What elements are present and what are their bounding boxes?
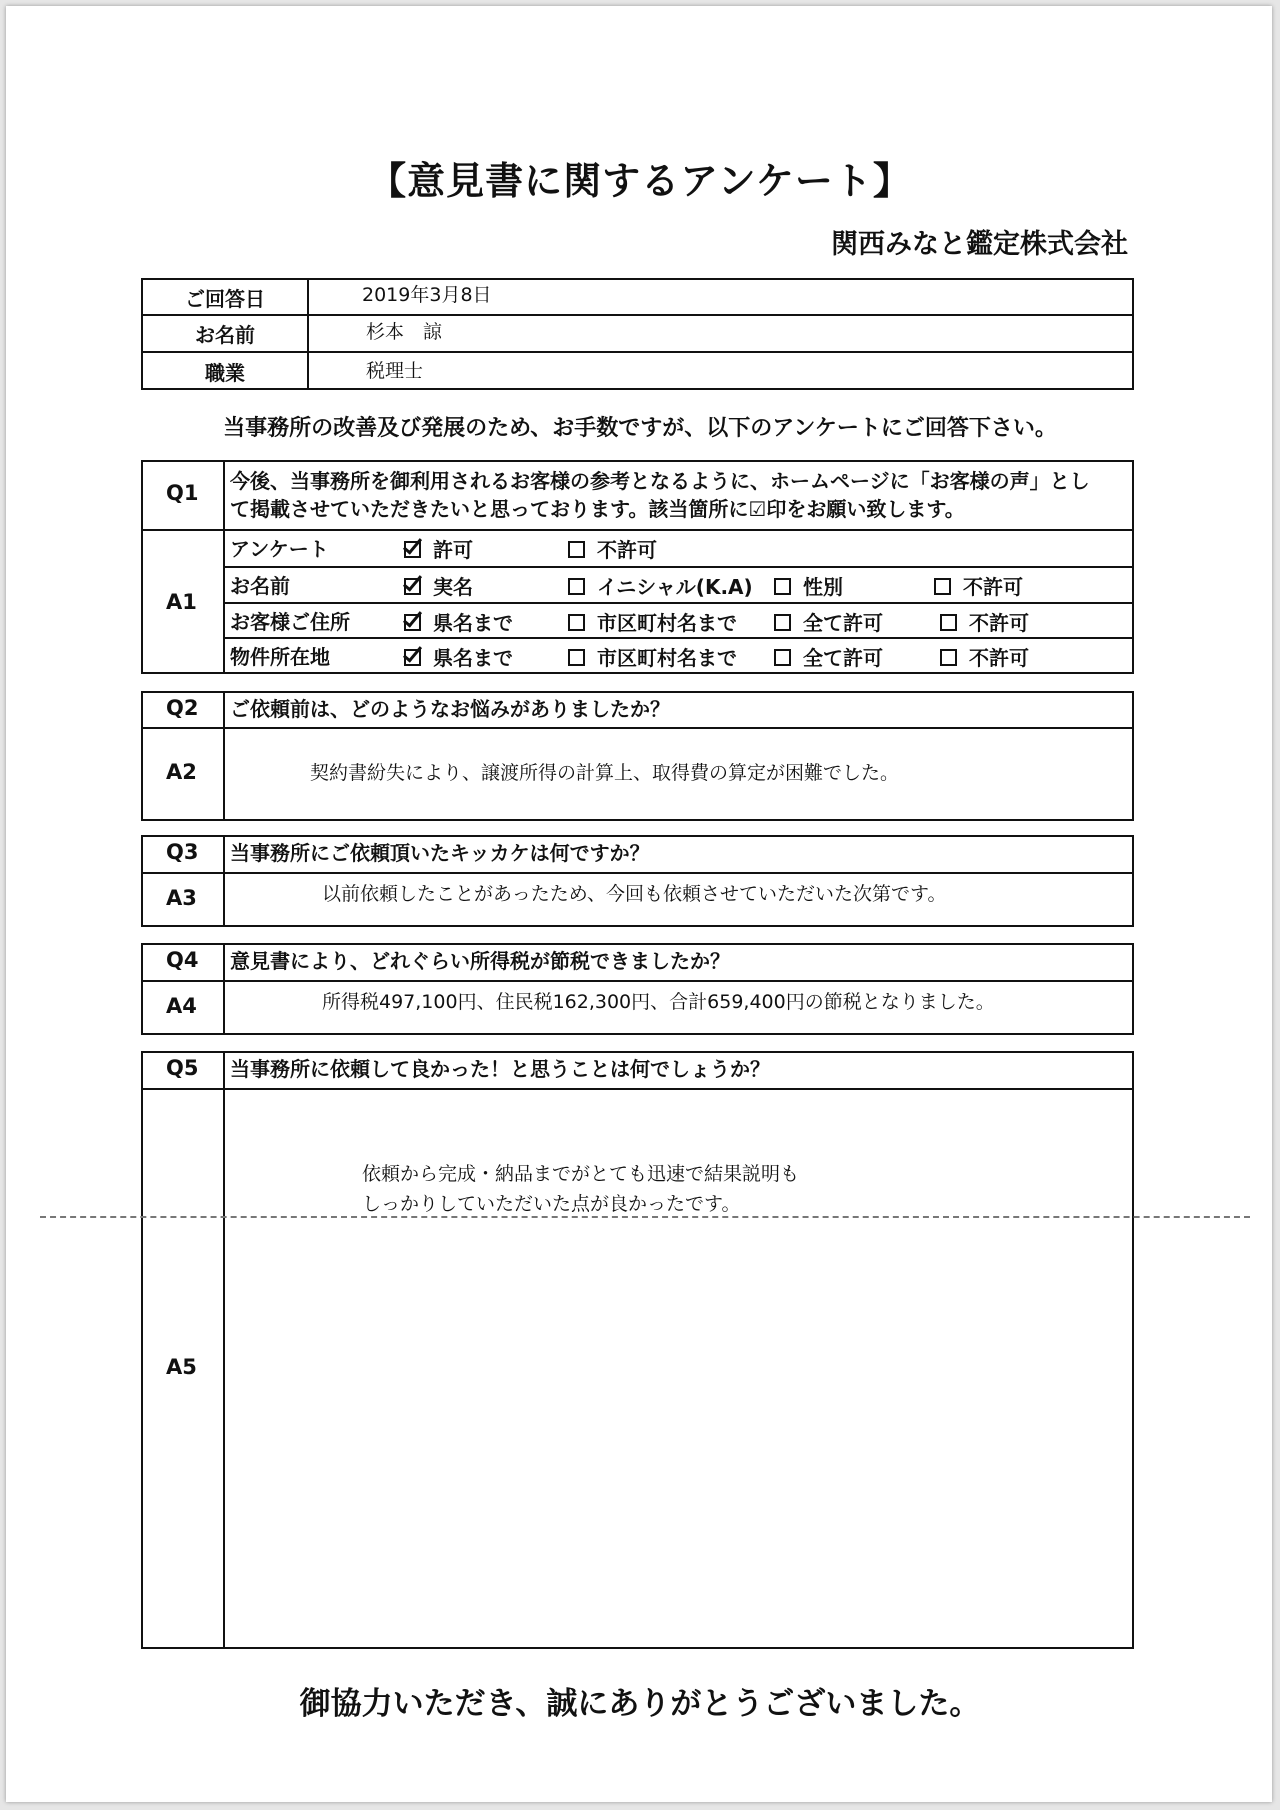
- q2-rule: [141, 727, 1134, 729]
- a4-text: 所得税497,100円、住民税162,300円、合計659,400円の節税となりました。: [322, 991, 995, 1013]
- checkbox-checked-icon[interactable]: [404, 649, 421, 666]
- checkbox-checked-icon[interactable]: [404, 541, 421, 558]
- option-address-deny[interactable]: 不許可: [940, 607, 1029, 636]
- a2-text: 契約書紛失により、譲渡所得の計算上、取得費の算定が困難でした。: [310, 762, 900, 784]
- info-table-rule: [141, 314, 1134, 316]
- q5-text: 当事務所に依頼して良かった！と思うことは何でしょうか？: [230, 1057, 770, 1081]
- checkbox-icon[interactable]: [568, 541, 585, 558]
- info-table-rule: [141, 351, 1134, 353]
- a5-text-line1: 依頼から完成・納品までがとても迅速で結果説明も: [362, 1163, 800, 1185]
- option-name-deny[interactable]: 不許可: [934, 571, 1023, 600]
- option-property-all[interactable]: 全て許可: [774, 642, 883, 671]
- checkbox-checked-icon[interactable]: [404, 578, 421, 595]
- q1-text-line1: 今後、当事務所を御利用されるお客様の参考となるように、ホームページに「お客様の声」とし: [230, 469, 1090, 493]
- q1-text-line2: て掲載させていただきたいと思っております。該当箇所に☑印をお願い致します。: [230, 497, 965, 521]
- checkbox-icon[interactable]: [568, 649, 585, 666]
- a1-rule: [223, 566, 1134, 568]
- q3-rule: [141, 872, 1134, 874]
- answer-date-value: 2019年3月8日: [362, 284, 492, 306]
- checkbox-icon[interactable]: [940, 649, 957, 666]
- a1-rule: [223, 602, 1134, 604]
- checkbox-icon[interactable]: [774, 578, 791, 595]
- a1-label: A1: [166, 590, 197, 614]
- a5-label: A5: [166, 1355, 197, 1379]
- a3-label: A3: [166, 886, 197, 910]
- a1-row-label-property: 物件所在地: [230, 645, 330, 669]
- q1-label: Q1: [166, 481, 199, 505]
- option-address-all[interactable]: 全て許可: [774, 607, 883, 636]
- option-name-initials[interactable]: イニシャル(K.A): [568, 571, 753, 600]
- answer-date-label: ご回答日: [185, 287, 265, 311]
- company-name: 関西みなと鑑定株式会社: [831, 229, 1128, 260]
- q2-text: ご依頼前は、どのようなお悩みがありましたか？: [230, 697, 670, 721]
- a1-row-label-survey: アンケート: [230, 537, 329, 561]
- document-title: 【意見書に関するアンケート】: [368, 159, 912, 203]
- q5-label: Q5: [166, 1056, 199, 1080]
- q4-label-divider: [223, 943, 225, 1035]
- checkbox-icon[interactable]: [774, 649, 791, 666]
- checkbox-icon[interactable]: [568, 578, 585, 595]
- a2-label: A2: [166, 760, 197, 784]
- q5-block: [141, 1051, 1134, 1649]
- option-address-prefecture[interactable]: 県名まで: [404, 607, 513, 636]
- option-name-realname[interactable]: 実名: [404, 571, 473, 600]
- q3-label-divider: [223, 835, 225, 927]
- option-address-city[interactable]: 市区町村名まで: [568, 607, 737, 636]
- a4-label: A4: [166, 994, 197, 1018]
- option-property-deny[interactable]: 不許可: [940, 642, 1029, 671]
- checkbox-icon[interactable]: [568, 614, 585, 631]
- a1-rule: [223, 637, 1134, 639]
- closing-message: 御協力いただき、誠にありがとうございました。: [299, 1686, 981, 1722]
- a1-row-label-address: お客様ご住所: [230, 610, 350, 634]
- fold-line: [40, 1216, 1250, 1218]
- q2-label: Q2: [166, 696, 199, 720]
- info-table-divider: [307, 278, 309, 390]
- q4-label: Q4: [166, 948, 199, 972]
- intro-text: 当事務所の改善及び発展のため、お手数ですが、以下のアンケートにご回答下さい。: [223, 416, 1057, 441]
- occupation-label: 職業: [205, 361, 245, 385]
- option-property-prefecture[interactable]: 県名まで: [404, 642, 513, 671]
- option-name-gender[interactable]: 性別: [774, 571, 843, 600]
- q3-text: 当事務所にご依頼頂いたキッカケは何ですか？: [230, 841, 650, 865]
- name-label: お名前: [195, 323, 255, 347]
- q4-rule: [141, 980, 1134, 982]
- occupation-value: 税理士: [366, 360, 424, 382]
- a1-row-label-name: お名前: [230, 574, 290, 598]
- q1-rule: [141, 529, 1134, 531]
- a5-text-line2: しっかりしていただいた点が良かったです。: [362, 1193, 741, 1215]
- checkbox-icon[interactable]: [940, 614, 957, 631]
- option-survey-allow[interactable]: 許可: [404, 534, 473, 563]
- a3-text: 以前依頼したことがあったため、今回も依頼させていただいた次第です。: [322, 883, 947, 905]
- q3-label: Q3: [166, 840, 199, 864]
- q5-label-divider: [223, 1051, 225, 1649]
- checkbox-icon[interactable]: [774, 614, 791, 631]
- name-value: 杉本 諒: [366, 321, 443, 343]
- option-property-city[interactable]: 市区町村名まで: [568, 642, 737, 671]
- checkbox-icon[interactable]: [934, 578, 951, 595]
- q4-text: 意見書により、どれぐらい所得税が節税できましたか？: [230, 949, 730, 973]
- q5-rule: [141, 1088, 1134, 1090]
- q2-label-divider: [223, 691, 225, 821]
- option-survey-deny[interactable]: 不許可: [568, 534, 657, 563]
- checkbox-checked-icon[interactable]: [404, 614, 421, 631]
